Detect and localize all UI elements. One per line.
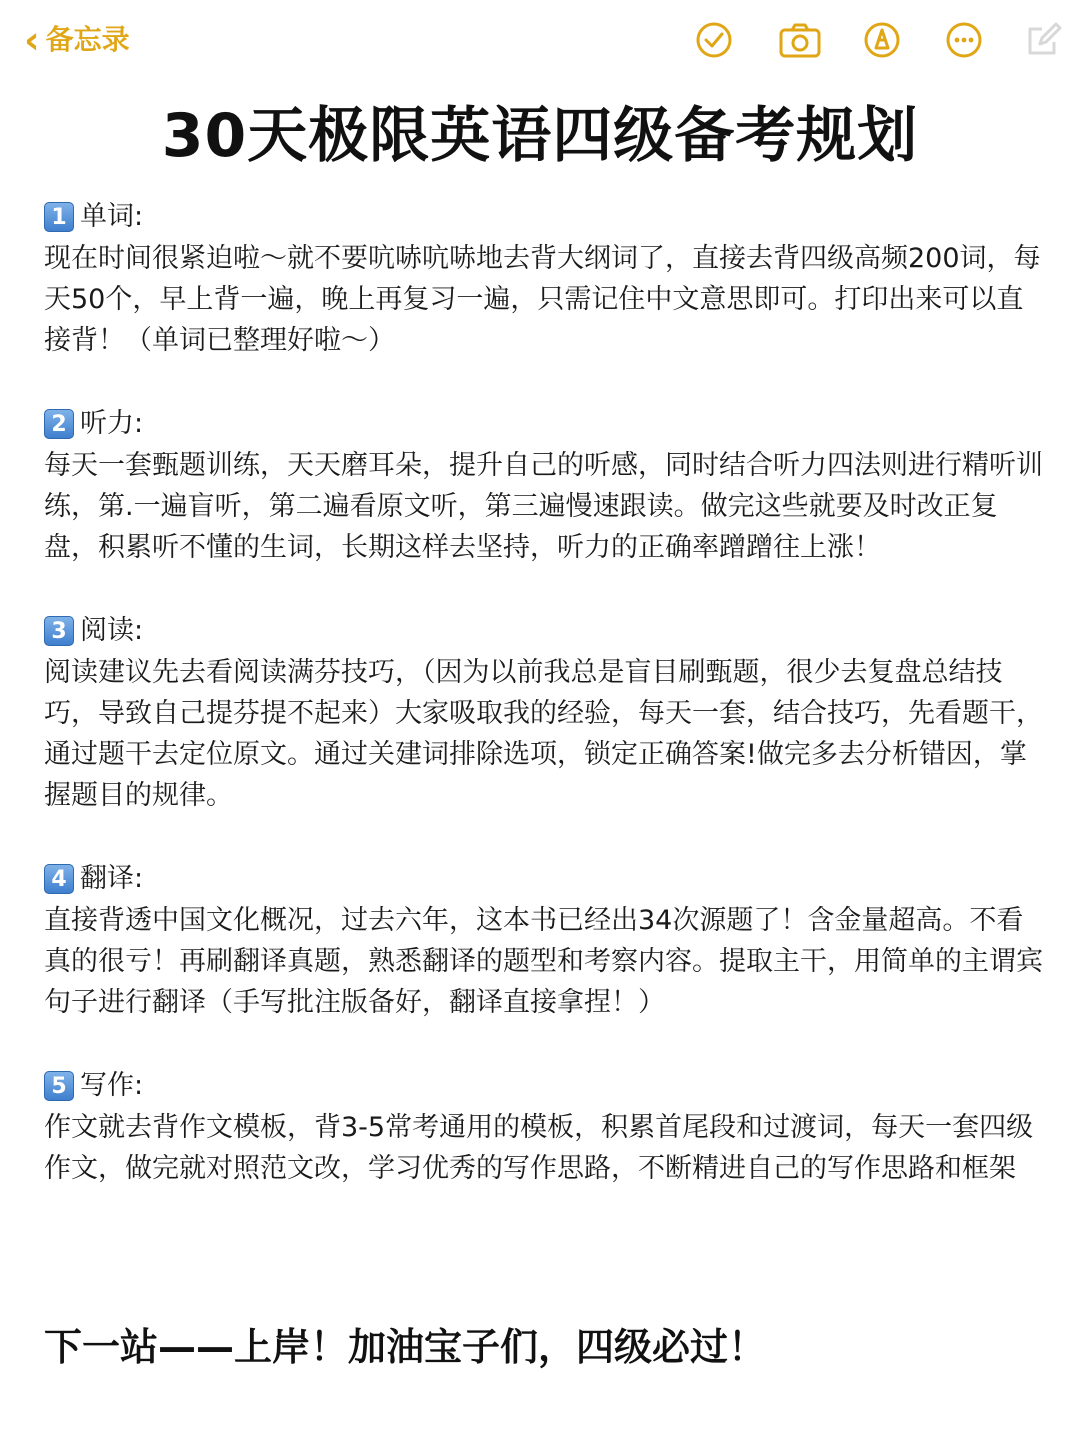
section-translation — [44, 858, 1044, 1023]
section-title: 写作: — [80, 1070, 144, 1101]
checklist-button[interactable] — [692, 18, 736, 62]
more-button[interactable] — [942, 18, 986, 62]
section-writing — [44, 1065, 1044, 1189]
section-listening — [44, 403, 1044, 568]
section-reading — [44, 610, 1044, 816]
note-title: 30天极限英语四级备考规划 — [161, 101, 919, 171]
camera-button[interactable] — [776, 18, 824, 62]
camera-icon — [777, 20, 823, 60]
markup-button[interactable] — [860, 18, 904, 62]
keycap-number-icon: 5 — [44, 1071, 74, 1101]
back-button-label: 备忘录 — [45, 23, 130, 56]
notes-toolbar — [0, 0, 1080, 80]
keycap-number-icon: 2 — [44, 409, 74, 439]
back-button[interactable] — [24, 18, 130, 62]
section-body: 每天一套甄题训练，天天磨耳朵，提升自己的听感，同时结合听力四法则进行精听训练，第.一遍盲听，第二遍看原文听，第三遍慢速跟读。做完这些就要及时改正复盘，积累听不懂的生词，长期这样去坚持，听力的正确率蹭蹭往上涨！ — [44, 450, 1043, 563]
section-vocabulary — [44, 196, 1044, 361]
closing-line: 下一站——上岸！加油宝子们，四级必过！ — [44, 1325, 767, 1369]
compose-button[interactable] — [1022, 18, 1066, 62]
compose-icon — [1024, 20, 1064, 60]
section-title: 单词: — [80, 201, 144, 232]
chevron-left-icon: ‹ — [24, 18, 40, 62]
keycap-number-icon: 1 — [44, 202, 74, 232]
keycap-number-icon: 4 — [44, 864, 74, 894]
more-icon — [944, 20, 984, 60]
keycap-number-icon: 3 — [44, 616, 74, 646]
section-body: 现在时间很紧迫啦～就不要吭哧吭哧地去背大纲词了，直接去背四级高频200词，每天50个，早上背一遍，晚上再复习一遍，只需记住中文意思即可。打印出来可以直接背！（单词已整理好啦～） — [44, 243, 1041, 356]
section-body: 阅读建议先去看阅读满芬技巧，（因为以前我总是盲目刷甄题，很少去复盘总结技巧，导致自己提芬提不起来）大家吸取我的经验，每天一套，结合技巧，先看题干，通过题干去定位原文。通过关建词排除选项，锁定正确答案!做完多去分析错因，掌握题目的规律。 — [44, 657, 1043, 811]
section-title: 听力: — [80, 408, 144, 439]
note-body[interactable] — [44, 196, 1044, 1231]
section-title: 翻译: — [80, 863, 144, 894]
section-title: 阅读: — [80, 615, 144, 646]
section-body: 作文就去背作文模板，背3-5常考通用的模板，积累首尾段和过渡词，每天一套四级作文，做完就对照范文改，学习优秀的写作思路，不断精进自己的写作思路和框架 — [44, 1112, 1034, 1184]
section-body: 直接背透中国文化概况，过去六年，这本书已经出34次源题了！含金量超高。不看真的很亏！再刷翻译真题，熟悉翻译的题型和考察内容。提取主干，用简单的主谓宾句子进行翻译（手写批注版备好，翻译直接拿捏！） — [44, 905, 1043, 1018]
checklist-icon — [694, 20, 734, 60]
markup-pen-icon — [862, 20, 902, 60]
